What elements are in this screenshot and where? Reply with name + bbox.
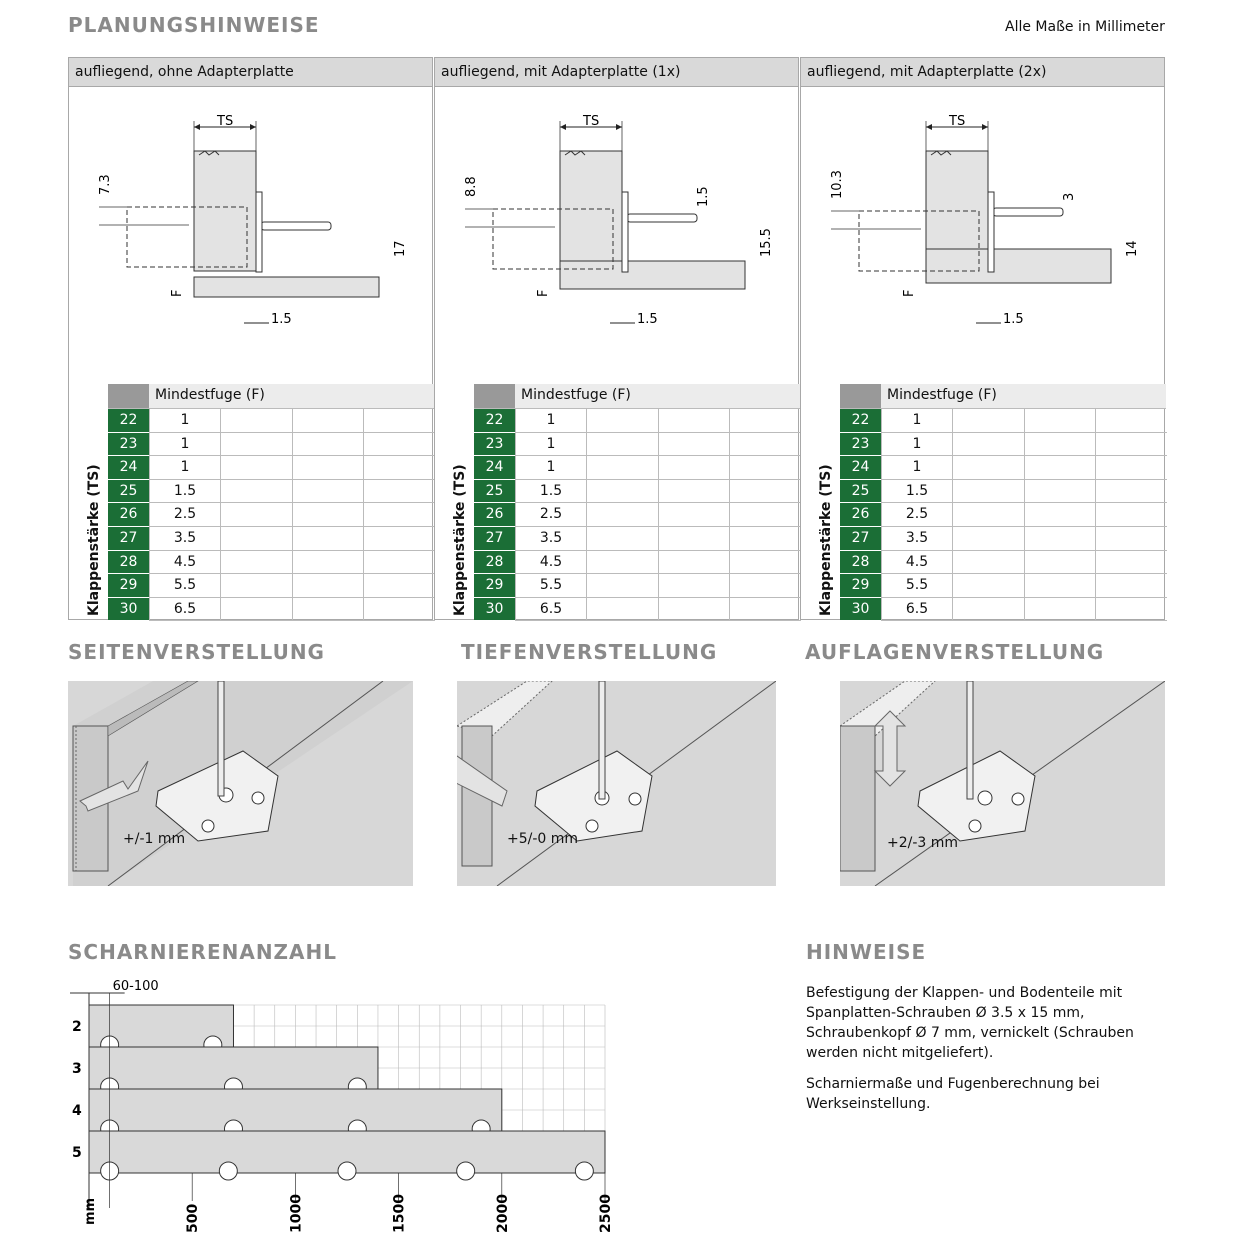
empty-cell (952, 574, 1024, 598)
empty-cell (729, 409, 801, 433)
ts-value: 28 (474, 551, 515, 575)
panel-diagram (435, 87, 798, 377)
row-count-label: 5 (72, 1145, 82, 1161)
empty-cell (1024, 456, 1096, 480)
page-title: PLANUNGSHINWEISE (68, 13, 320, 37)
ts-value: 27 (840, 527, 881, 551)
panel-1 (68, 57, 433, 620)
f-value: 6.5 (149, 598, 220, 622)
table-row (108, 480, 434, 504)
empty-cell (586, 574, 658, 598)
empty-cell (952, 409, 1024, 433)
empty-cell (220, 409, 292, 433)
dim-gap: 1.5 (637, 312, 658, 327)
empty-cell (658, 433, 730, 457)
empty-cell (658, 551, 730, 575)
height-adjustment-illustration (840, 681, 1165, 886)
empty-cell (1095, 527, 1167, 551)
empty-cell (220, 503, 292, 527)
ts-value: 27 (108, 527, 149, 551)
ts-value: 29 (108, 574, 149, 598)
row-count-label: 3 (72, 1061, 82, 1077)
f-value: 1.5 (149, 480, 220, 504)
empty-cell (1095, 409, 1167, 433)
empty-cell (729, 598, 801, 622)
f-value: 1.5 (515, 480, 586, 504)
empty-cell (1024, 598, 1096, 622)
empty-cell (658, 527, 730, 551)
ts-value: 26 (840, 503, 881, 527)
f-value: 1 (515, 456, 586, 480)
x-tick-label: 1500 (391, 1194, 408, 1233)
table-row (840, 456, 1166, 480)
ts-label: TS (217, 114, 234, 129)
dim-top: 7.3 (98, 174, 113, 195)
ts-value: 22 (840, 409, 881, 433)
dim-top: 8.8 (464, 176, 479, 197)
empty-cell (1024, 503, 1096, 527)
f-value: 1 (515, 409, 586, 433)
hinge-marker (338, 1162, 356, 1180)
panel-diagram (801, 87, 1164, 377)
panel-title: aufliegend, mit Adapterplatte (2x) (801, 58, 1164, 87)
empty-cell (292, 574, 364, 598)
table-row (840, 503, 1166, 527)
ts-value: 22 (474, 409, 515, 433)
adjustment-title-height: AUFLAGENVERSTELLUNG (805, 640, 1105, 664)
empty-cell (658, 574, 730, 598)
empty-cell (292, 480, 364, 504)
empty-cell (729, 503, 801, 527)
empty-cell (363, 574, 435, 598)
ts-value: 24 (108, 456, 149, 480)
dim-gap: 1.5 (271, 312, 292, 327)
dim-top: 10.3 (830, 170, 845, 199)
empty-cell (220, 456, 292, 480)
height-adjustment-range: +2/-3 mm (887, 835, 959, 851)
empty-cell (586, 456, 658, 480)
empty-cell (952, 456, 1024, 480)
empty-cell (586, 527, 658, 551)
empty-cell (1095, 503, 1167, 527)
empty-cell (729, 551, 801, 575)
empty-cell (220, 527, 292, 551)
ts-value: 30 (108, 598, 149, 622)
dim-small: 3 (1062, 192, 1077, 201)
table-row (108, 574, 434, 598)
f-value: 3.5 (515, 527, 586, 551)
ts-value: 23 (108, 433, 149, 457)
table-header: Mindestfuge (F) (521, 387, 631, 403)
ts-label: TS (583, 114, 600, 129)
panel-3 (800, 57, 1165, 620)
dim-right: 15.5 (759, 228, 774, 257)
f-value: 1 (881, 456, 952, 480)
ts-value: 22 (108, 409, 149, 433)
table-row (474, 433, 800, 457)
f-value: 5.5 (515, 574, 586, 598)
empty-cell (220, 598, 292, 622)
f-value: 1 (149, 433, 220, 457)
ts-value: 30 (840, 598, 881, 622)
dim-right: 14 (1125, 240, 1140, 257)
ts-value: 27 (474, 527, 515, 551)
table-header: Mindestfuge (F) (155, 387, 265, 403)
f-value: 2.5 (881, 503, 952, 527)
f-label: F (902, 289, 917, 297)
empty-cell (292, 527, 364, 551)
empty-cell (363, 456, 435, 480)
table-row (474, 598, 800, 622)
f-value: 6.5 (515, 598, 586, 622)
table-row (108, 503, 434, 527)
f-label: F (170, 289, 185, 297)
f-value: 5.5 (881, 574, 952, 598)
empty-cell (220, 433, 292, 457)
f-label: F (536, 289, 551, 297)
f-value: 1 (149, 456, 220, 480)
f-value: 3.5 (149, 527, 220, 551)
empty-cell (1095, 574, 1167, 598)
hinge-marker (575, 1162, 593, 1180)
hinge-bar (89, 1089, 502, 1131)
empty-cell (1095, 598, 1167, 622)
table-row (108, 456, 434, 480)
empty-cell (363, 598, 435, 622)
ts-value: 26 (474, 503, 515, 527)
table-row (840, 480, 1166, 504)
f-value: 4.5 (515, 551, 586, 575)
side-adjustment-range: +/-1 mm (123, 831, 186, 847)
f-value: 3.5 (881, 527, 952, 551)
ts-value: 28 (108, 551, 149, 575)
empty-cell (292, 433, 364, 457)
empty-cell (363, 503, 435, 527)
x-tick-label: 500 (185, 1203, 202, 1233)
f-value: 1 (515, 433, 586, 457)
empty-cell (952, 527, 1024, 551)
empty-cell (363, 433, 435, 457)
panel-2 (434, 57, 799, 620)
table-row (474, 527, 800, 551)
empty-cell (292, 598, 364, 622)
ts-value: 24 (840, 456, 881, 480)
table-row (840, 598, 1166, 622)
f-value: 1 (881, 433, 952, 457)
ts-value: 24 (474, 456, 515, 480)
empty-cell (363, 480, 435, 504)
empty-cell (292, 409, 364, 433)
empty-cell (1024, 409, 1096, 433)
notes-paragraph-2: Scharniermaße und Fugenberechnung bei Werkseinstellung. (806, 1076, 1100, 1112)
table-row (108, 598, 434, 622)
panel-title: aufliegend, mit Adapterplatte (1x) (435, 58, 798, 87)
empty-cell (586, 409, 658, 433)
ts-value: 25 (840, 480, 881, 504)
empty-cell (1095, 480, 1167, 504)
table-row (840, 551, 1166, 575)
dim-gap: 1.5 (1003, 312, 1024, 327)
table-row-label: Klappenstärke (TS) (818, 464, 834, 616)
empty-cell (1095, 456, 1167, 480)
empty-cell (729, 574, 801, 598)
ts-value: 30 (474, 598, 515, 622)
table-header: Mindestfuge (F) (887, 387, 997, 403)
empty-cell (952, 480, 1024, 504)
empty-cell (658, 480, 730, 504)
empty-cell (586, 551, 658, 575)
f-value: 2.5 (515, 503, 586, 527)
hinges-title: SCHARNIERENANZAHL (68, 940, 338, 964)
empty-cell (729, 456, 801, 480)
empty-cell (1024, 551, 1096, 575)
empty-cell (658, 456, 730, 480)
hinge-marker (219, 1162, 237, 1180)
f-value: 1.5 (881, 480, 952, 504)
table-row (474, 503, 800, 527)
panel-title: aufliegend, ohne Adapterplatte (69, 58, 432, 87)
hinge-marker (457, 1162, 475, 1180)
empty-cell (586, 598, 658, 622)
ts-value: 23 (474, 433, 515, 457)
table-row (840, 433, 1166, 457)
spacing-label: 60-100 (112, 979, 159, 994)
empty-cell (729, 480, 801, 504)
empty-cell (729, 527, 801, 551)
empty-cell (952, 598, 1024, 622)
table-row (474, 574, 800, 598)
row-count-label: 2 (72, 1019, 82, 1035)
depth-adjustment-illustration (457, 681, 776, 886)
table-row (108, 527, 434, 551)
empty-cell (1024, 433, 1096, 457)
empty-cell (292, 503, 364, 527)
x-tick-label: 2000 (494, 1194, 511, 1233)
empty-cell (658, 503, 730, 527)
empty-cell (1024, 480, 1096, 504)
x-tick-label: 2500 (598, 1194, 614, 1233)
adjustment-title-depth: TIEFENVERSTELLUNG (461, 640, 718, 664)
x-tick-label: 1000 (288, 1194, 305, 1233)
unit-label: mm (83, 1197, 98, 1225)
f-value: 1 (149, 409, 220, 433)
hinges-chart (60, 975, 620, 1237)
empty-cell (586, 433, 658, 457)
f-value: 6.5 (881, 598, 952, 622)
f-value: 4.5 (149, 551, 220, 575)
empty-cell (1095, 433, 1167, 457)
empty-cell (1024, 527, 1096, 551)
table-row (474, 409, 800, 433)
table-row (840, 527, 1166, 551)
ts-value: 23 (840, 433, 881, 457)
adjustment-title-side: SEITENVERSTELLUNG (68, 640, 325, 664)
empty-cell (658, 409, 730, 433)
empty-cell (363, 551, 435, 575)
table-row (474, 456, 800, 480)
empty-cell (220, 480, 292, 504)
f-value: 1 (881, 409, 952, 433)
empty-cell (363, 527, 435, 551)
table-row (108, 409, 434, 433)
panel-diagram (69, 87, 432, 377)
empty-cell (658, 598, 730, 622)
empty-cell (292, 456, 364, 480)
empty-cell (952, 551, 1024, 575)
empty-cell (220, 574, 292, 598)
table-row (840, 574, 1166, 598)
empty-cell (952, 503, 1024, 527)
units-note: Alle Maße in Millimeter (1005, 19, 1165, 35)
f-value: 4.5 (881, 551, 952, 575)
ts-label: TS (949, 114, 966, 129)
table-row (840, 409, 1166, 433)
empty-cell (292, 551, 364, 575)
table-row (474, 480, 800, 504)
ts-value: 29 (474, 574, 515, 598)
side-adjustment-illustration (68, 681, 413, 886)
empty-cell (586, 480, 658, 504)
depth-adjustment-range: +5/-0 mm (507, 831, 579, 847)
empty-cell (1024, 574, 1096, 598)
table-row (474, 551, 800, 575)
ts-value: 28 (840, 551, 881, 575)
f-value: 5.5 (149, 574, 220, 598)
dim-small: 1.5 (696, 186, 711, 207)
empty-cell (220, 551, 292, 575)
ts-value: 29 (840, 574, 881, 598)
empty-cell (1095, 551, 1167, 575)
table-row-label: Klappenstärke (TS) (86, 464, 102, 616)
ts-value: 26 (108, 503, 149, 527)
empty-cell (952, 433, 1024, 457)
ts-value: 25 (474, 480, 515, 504)
empty-cell (586, 503, 658, 527)
table-row-label: Klappenstärke (TS) (452, 464, 468, 616)
notes-title: HINWEISE (806, 940, 927, 964)
ts-value: 25 (108, 480, 149, 504)
table-row (108, 433, 434, 457)
dim-right: 17 (393, 240, 408, 257)
empty-cell (729, 433, 801, 457)
f-value: 2.5 (149, 503, 220, 527)
notes-paragraph-1: Befestigung der Klappen- und Bodenteile mit Spanplatten-Schrauben Ø 3.5 x 15 mm, Schraubenkopf Ø 7 mm, vernickelt (Schrauben werden nicht mitgeliefert). (806, 985, 1134, 1061)
row-count-label: 4 (72, 1103, 82, 1119)
empty-cell (363, 409, 435, 433)
table-row (108, 551, 434, 575)
